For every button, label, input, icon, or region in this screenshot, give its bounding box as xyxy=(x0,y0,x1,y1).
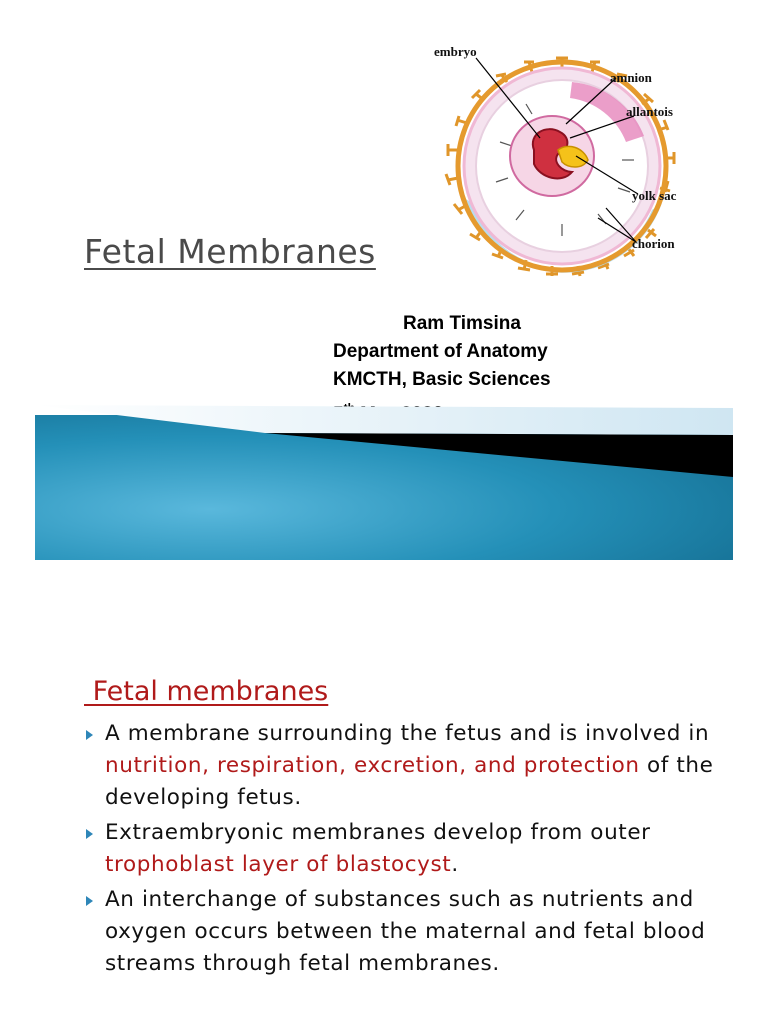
content-slide xyxy=(0,640,768,1024)
author-name: Ram Timsina xyxy=(403,313,521,334)
bullet-list xyxy=(86,718,716,983)
bullet-item: A membrane surrounding the fetus and is involved in nutrition, respiration, excretion, and protection of the developing fetus. xyxy=(86,718,716,814)
fetal-membranes-diagram xyxy=(412,38,712,290)
bullet-arrow-icon xyxy=(86,896,93,906)
label-amnion: amnion xyxy=(610,70,652,85)
label-embryo: embryo xyxy=(434,44,477,59)
section-heading: Fetal membranes xyxy=(84,676,329,707)
label-chorion: chorion xyxy=(632,236,675,251)
author-institution: KMCTH, Basic Sciences xyxy=(333,369,551,390)
bullet-arrow-icon xyxy=(86,730,93,740)
label-yolk-sac: yolk sac xyxy=(632,188,677,203)
slide-title: Fetal Membranes xyxy=(84,232,376,271)
bullet-item: Extraembryonic membranes develop from outer trophoblast layer of blastocyst. xyxy=(86,817,716,881)
decorative-banner xyxy=(35,405,733,560)
author-department: Department of Anatomy xyxy=(333,341,548,362)
label-allantois: allantois xyxy=(626,104,673,119)
bullet-arrow-icon xyxy=(86,829,93,839)
bullet-item: An interchange of substances such as nutrients and oxygen occurs between the maternal and fetal blood streams through fetal membranes. xyxy=(86,884,716,980)
